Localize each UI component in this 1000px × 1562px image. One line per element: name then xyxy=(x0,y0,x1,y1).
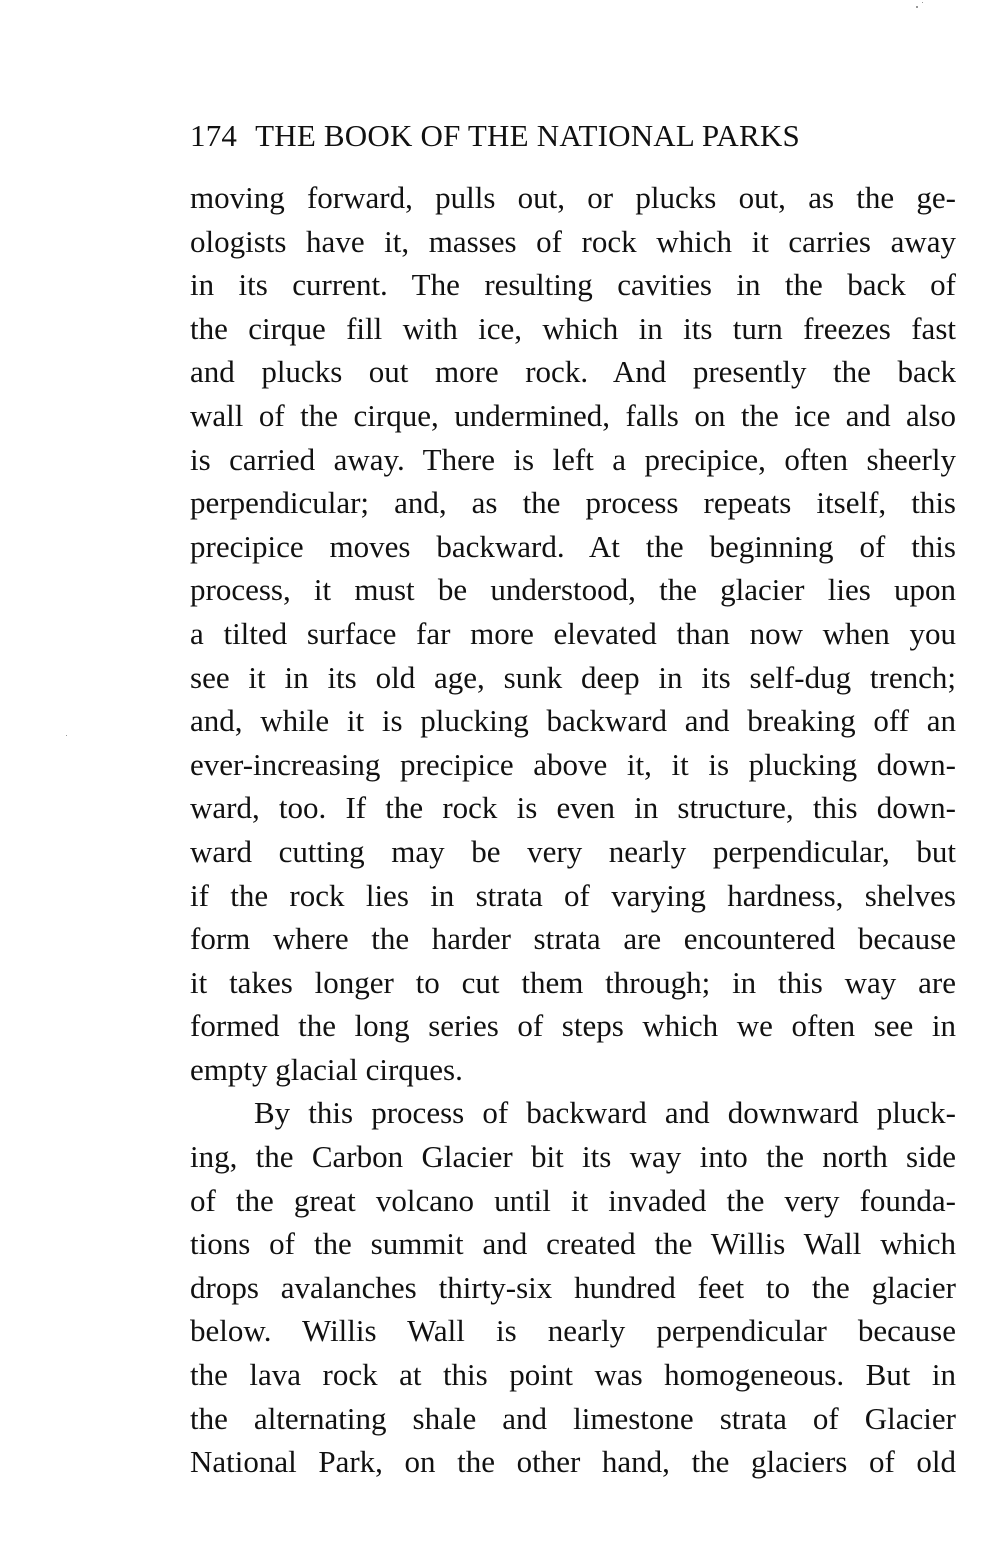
text-line: ever-increasing precipice above it, it is plucking down- xyxy=(190,746,956,782)
paragraph-1 xyxy=(190,176,956,1091)
text-line: the lava rock at this point was homogeneous. But in xyxy=(190,1357,956,1393)
scan-speck xyxy=(916,6,918,8)
text-line: a tilted surface far more elevated than now when you xyxy=(190,615,956,651)
scan-speck xyxy=(922,2,923,3)
scan-speck xyxy=(66,735,67,736)
text-line: and, while it is plucking backward and breaking off an xyxy=(190,703,956,739)
text-line: ward cutting may be very nearly perpendicular, but xyxy=(190,833,956,869)
text-line: wall of the cirque, undermined, falls on the ice and also xyxy=(190,397,956,433)
text-line: see it in its old age, sunk deep in its self-dug trench; xyxy=(190,659,956,695)
text-line: is carried away. There is left a precipice, often sheerly xyxy=(190,441,956,477)
text-line: ologists have it, masses of rock which it carries away xyxy=(190,223,956,259)
text-line: if the rock lies in strata of varying hardness, shelves xyxy=(190,877,956,913)
running-head xyxy=(190,116,960,156)
page-number: 174 xyxy=(190,118,238,153)
text-line: the cirque fill with ice, which in its turn freezes fast xyxy=(190,310,956,346)
text-line: empty glacial cirques. xyxy=(190,1051,463,1087)
text-line: precipice moves backward. At the beginning of this xyxy=(190,528,956,564)
text-line: ing, the Carbon Glacier bit its way into the north side xyxy=(190,1139,956,1175)
text-line: of the great volcano until it invaded the very founda- xyxy=(190,1182,956,1218)
paragraph-2 xyxy=(190,1091,956,1483)
text-line: tions of the summit and created the Willis Wall which xyxy=(190,1226,956,1262)
text-line: it takes longer to cut them through; in this way are xyxy=(190,964,956,1000)
text-line: moving forward, pulls out, or plucks out, as the ge- xyxy=(190,180,956,215)
text-line: drops avalanches thirty-six hundred feet to the glacier xyxy=(190,1269,956,1305)
text-line: the alternating shale and limestone strata of Glacier xyxy=(190,1400,956,1436)
body-text xyxy=(190,176,956,1484)
text-line: ward, too. If the rock is even in structure, this down- xyxy=(190,790,956,826)
text-line: process, it must be understood, the glacier lies upon xyxy=(190,572,956,608)
running-title: THE BOOK OF THE NATIONAL PARKS xyxy=(255,118,800,153)
text-line: perpendicular; and, as the process repeats itself, this xyxy=(190,485,956,521)
text-line: form where the harder strata are encountered because xyxy=(190,921,956,957)
text-line: formed the long series of steps which we often see in xyxy=(190,1008,956,1044)
text-line: National Park, on the other hand, the glaciers of old xyxy=(190,1444,956,1480)
text-line: By this process of backward and downward pluck- xyxy=(254,1095,956,1131)
text-line: in its current. The resulting cavities in the back of xyxy=(190,267,956,303)
text-line: below. Willis Wall is nearly perpendicular because xyxy=(190,1313,956,1349)
text-line: and plucks out more rock. And presently the back xyxy=(190,354,956,390)
